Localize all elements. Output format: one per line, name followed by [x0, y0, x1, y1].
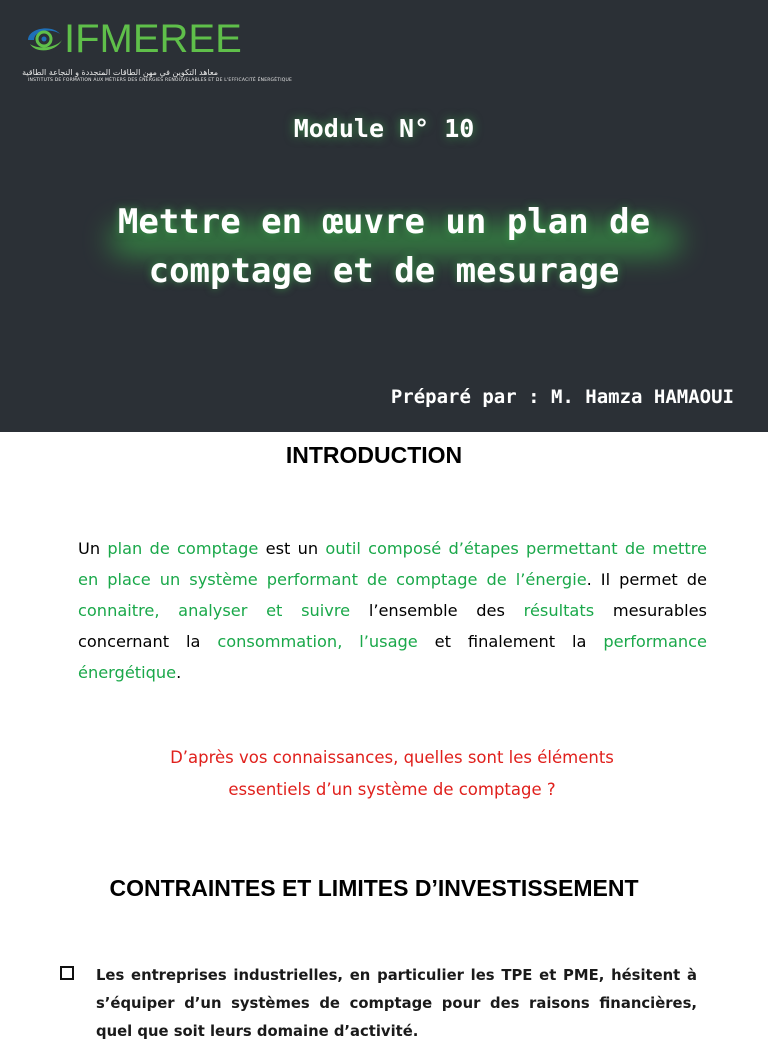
highlight-performance: performance énergétique — [78, 632, 707, 682]
text-run: l’ensemble des — [350, 601, 524, 620]
logo-swirl-icon — [22, 18, 66, 58]
highlight-resultats: résultats — [523, 601, 595, 620]
cover-slide — [0, 0, 768, 432]
text-run: est un — [258, 539, 326, 558]
highlight-verbs: connaitre, analyser et suivre — [78, 601, 351, 620]
constraint-bullet-text: Les entreprises industrielles, en particulier les TPE et PME, hésitent à s’équiper d’un systèmes de comptage pour des raisons financières, quel que soit leurs domaine d’activité. — [96, 967, 697, 1040]
course-title — [40, 198, 728, 296]
ifmeree-logo — [22, 17, 293, 88]
question-line-1: D’après vos connaissances, quelles sont les éléments — [170, 748, 614, 767]
text-run: . Il permet de — [586, 570, 707, 589]
constraints-heading: CONTRAINTES ET LIMITES D’INVESTISSEMENT — [109, 875, 639, 901]
course-title-line-1: Mettre en œuvre un plan de — [117, 202, 651, 242]
highlight-plan-de-comptage: plan de comptage — [107, 539, 259, 558]
discussion-question — [0, 742, 768, 806]
checkbox-bullet-icon — [60, 966, 74, 980]
introduction-heading: INTRODUCTION — [285, 442, 463, 468]
author-credit: Préparé par : M. Hamza HAMAOUI — [390, 386, 734, 408]
highlight-outil: outil composé d’étapes permettant de mettre en place un système performant de comptage de l’énergie — [78, 539, 707, 589]
logo-wordmark: IFMEREE — [64, 17, 242, 61]
highlight-consommation: consommation, l’usage — [217, 632, 418, 651]
logo-arabic-tagline: معاهد التكوين في مهن الطاقات المتجددة و النجاعة الطاقية — [22, 68, 218, 77]
question-line-2: essentiels d’un système de comptage ? — [228, 780, 556, 799]
course-title-line-2: comptage et de mesurage — [148, 251, 620, 291]
text-run: . — [176, 663, 182, 682]
text-run: Un — [78, 539, 108, 558]
module-number: Module N° 10 — [293, 114, 475, 143]
text-run: et finalement la — [417, 632, 604, 651]
introduction-paragraph — [78, 533, 707, 688]
text-run: mesurables concernant la — [78, 601, 707, 651]
logo-french-tagline: INSTITUTS DE FORMATION AUX MÉTIERS DES ÉNERGIES RENOUVELABLES ET DE L'EFFICACITÉ ÉNERGÉTIQUE — [28, 78, 293, 83]
